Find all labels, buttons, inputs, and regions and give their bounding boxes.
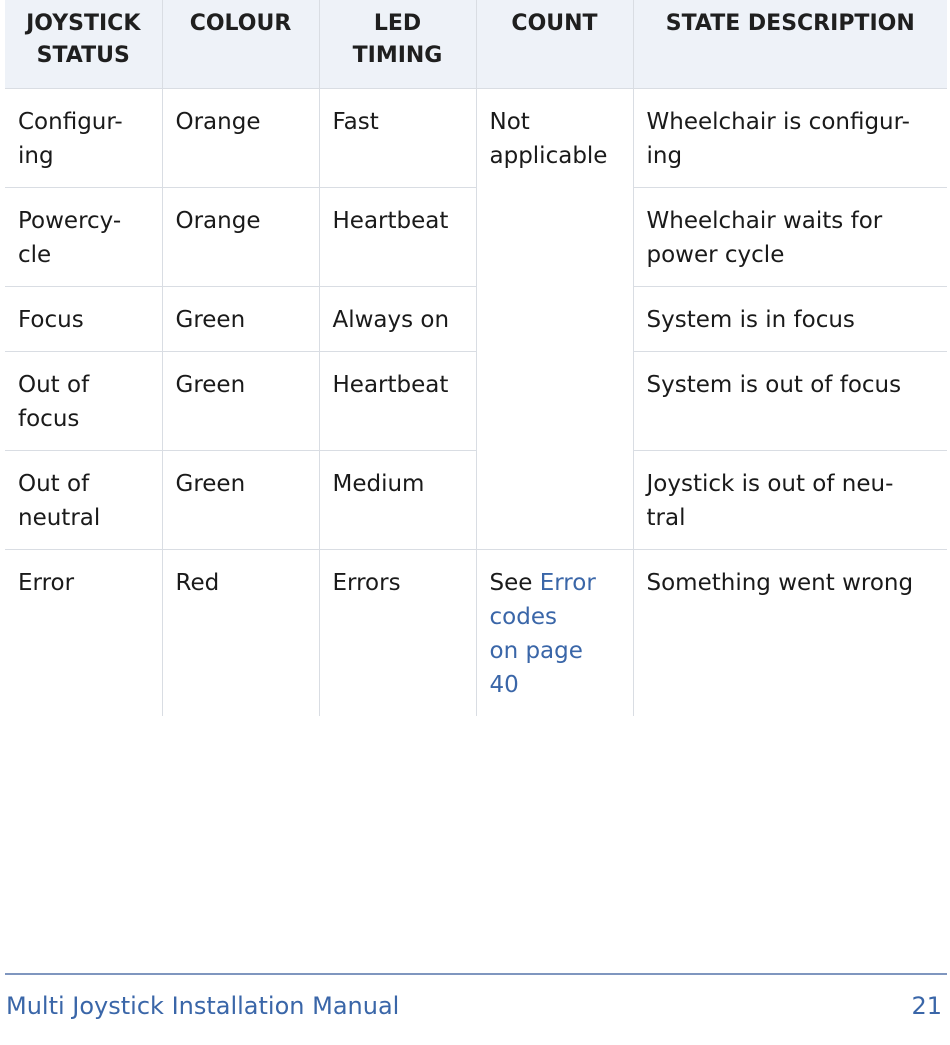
cell-status: Error	[5, 550, 162, 717]
header-state-description: STATE DESCRIPTION	[633, 0, 947, 89]
cell-status: Out of neutral	[5, 451, 162, 550]
table-header-row	[5, 0, 947, 89]
header-count: COUNT	[476, 0, 633, 89]
cell-timing: Fast	[319, 89, 476, 188]
cell-colour: Green	[162, 451, 319, 550]
error-codes-link[interactable]: Error codes on page 40	[489, 570, 596, 698]
cell-timing: Heartbeat	[319, 188, 476, 287]
cell-status: Out of focus	[5, 352, 162, 451]
cell-description: Something went wrong	[633, 550, 947, 717]
footer-manual-title: Multi Joystick Installation Manual	[6, 992, 400, 1020]
cell-description: System is out of focus	[633, 352, 947, 451]
cell-description: Wheelchair is configur- ing	[633, 89, 947, 188]
cell-colour: Green	[162, 287, 319, 352]
cell-colour: Orange	[162, 89, 319, 188]
cell-timing: Heartbeat	[319, 352, 476, 451]
cell-description: Joystick is out of neu- tral	[633, 451, 947, 550]
table-row	[5, 89, 947, 188]
cell-description: System is in focus	[633, 287, 947, 352]
cell-status: Powercy- cle	[5, 188, 162, 287]
cell-colour: Orange	[162, 188, 319, 287]
cell-count-error: See Error codes on page 40	[476, 550, 633, 717]
header-led-timing: LED TIMING	[319, 0, 476, 89]
cell-colour: Red	[162, 550, 319, 717]
cell-timing: Always on	[319, 287, 476, 352]
cell-status: Configur- ing	[5, 89, 162, 188]
cell-count-not-applicable: Not applicable	[476, 89, 633, 550]
joystick-status-table	[5, 0, 947, 716]
cell-colour: Green	[162, 352, 319, 451]
table-row	[5, 550, 947, 717]
cell-status: Focus	[5, 287, 162, 352]
footer-divider	[5, 973, 947, 975]
cell-timing: Errors	[319, 550, 476, 717]
footer-page-number: 21	[911, 992, 942, 1020]
cell-timing: Medium	[319, 451, 476, 550]
header-colour: COLOUR	[162, 0, 319, 89]
cell-description: Wheelchair waits for power cycle	[633, 188, 947, 287]
header-joystick-status: JOYSTICK STATUS	[5, 0, 162, 89]
